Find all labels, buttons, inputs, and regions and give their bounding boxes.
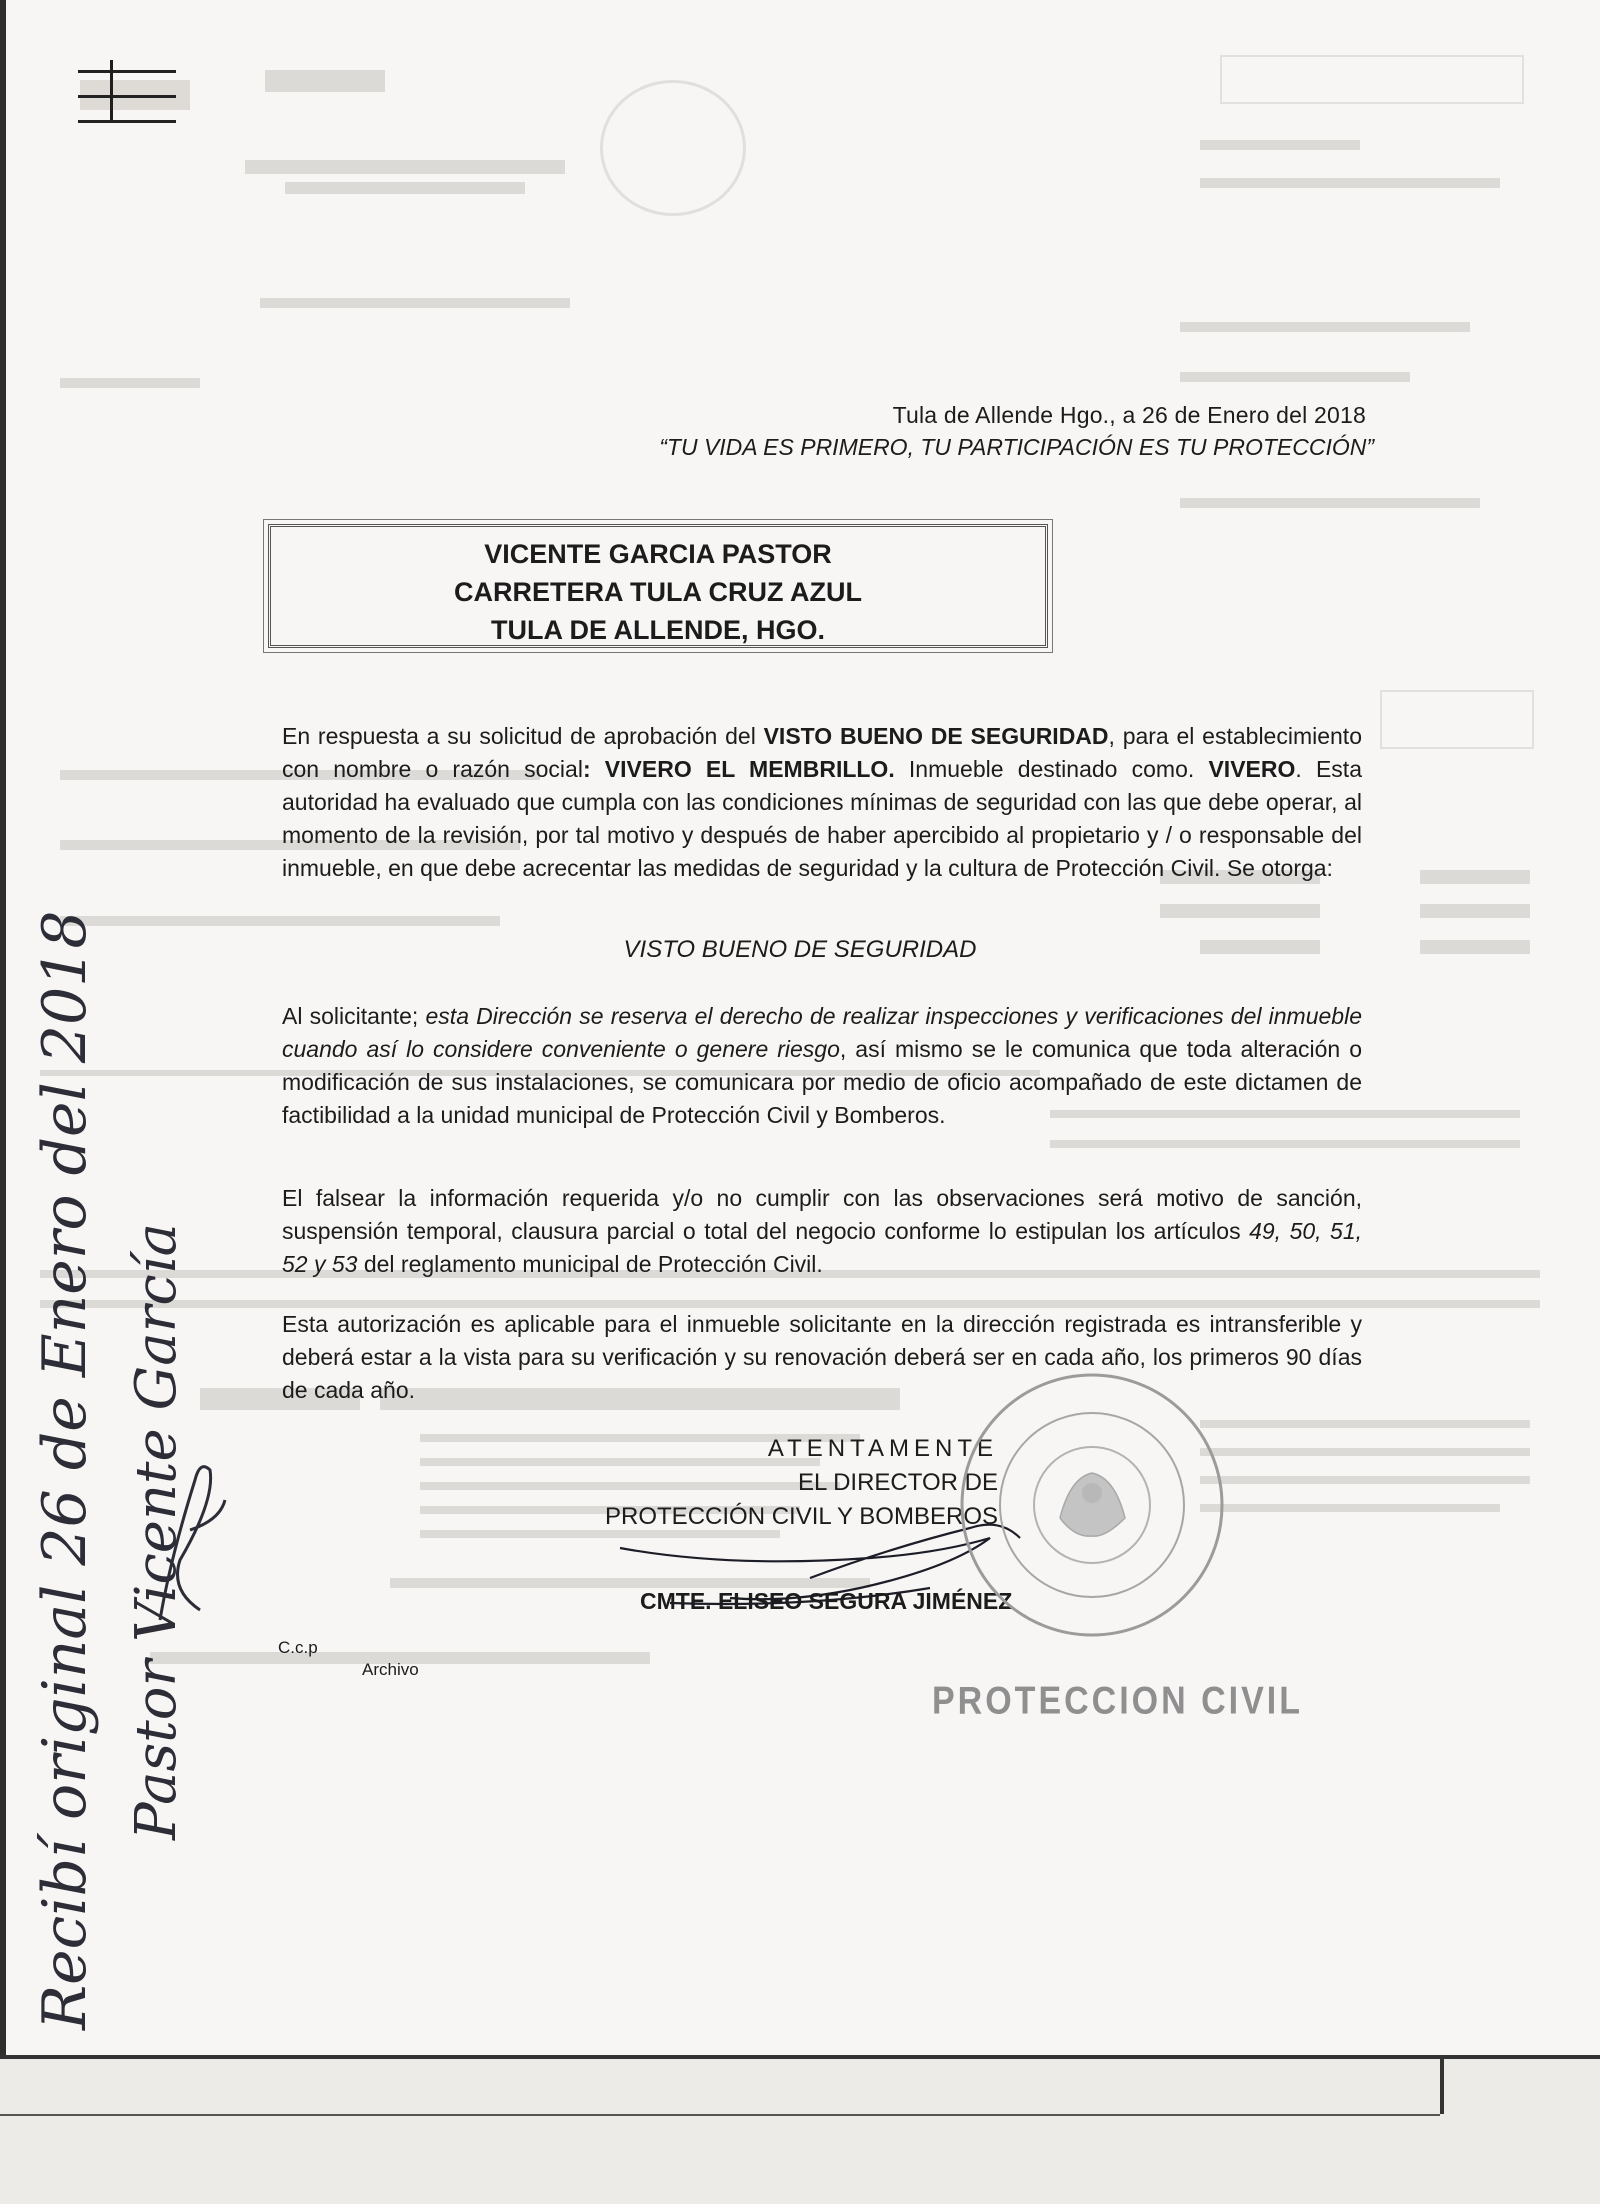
- motto: “TU VIDA ES PRIMERO, TU PARTICIPACIÓN ES TU PROTECCIÓN”: [659, 434, 1374, 460]
- corner-mark: [78, 70, 176, 145]
- ccp-archivo: Archivo: [362, 1660, 419, 1679]
- handwritten-line1: Recibí original 26 de Enero del 2018: [30, 910, 100, 2030]
- signer-role-line2: PROTECCIÓN CIVIL Y BOMBEROS: [605, 1503, 998, 1530]
- scan-bottom-band: [0, 2055, 1600, 2204]
- signer-name: CMTE. ELISEO SEGURA JIMÉNEZ: [640, 1588, 1013, 1614]
- paragraph-validity: Esta autorización es aplicable para el inmueble solicitante en la dirección registrada es intransferible y deberá estar a la vista para su verificación y su renovación deberá ser en cada año, los primeros 90 días de cada año.: [282, 1311, 1362, 1403]
- receiver-signature: [140, 1440, 240, 1640]
- recipient-street: CARRETERA TULA CRUZ AZUL: [454, 577, 862, 607]
- paragraph-inspections: Al solicitante; esta Dirección se reserva el derecho de realizar inspecciones y verificaciones del inmueble cuando así lo considere conveniente o genere riesgo, así mismo se le comunica que toda alteración o modificación de sus instalaciones, se comunicara por medio de oficio acompañado de este dictamen de factibilidad a la unidad municipal de Protección Civil y Bomberos.: [282, 1003, 1362, 1128]
- ccp-label: C.c.p: [278, 1638, 318, 1657]
- document-title: VISTO BUENO DE SEGURIDAD: [623, 936, 977, 963]
- recipient-name: VICENTE GARCIA PASTOR: [484, 539, 832, 569]
- handwritten-line2: Pastor Vicente García: [124, 1222, 189, 1840]
- paragraph-sanctions: El falsear la información requerida y/o no cumplir con las observaciones será motivo de sanción, suspensión temporal, clausura parcial o total del negocio conforme lo estipulan los artículos 49, 50, 51, 52 y 53 del reglamento municipal de Protección Civil.: [282, 1185, 1363, 1277]
- closing-text: ATENTAMENTE: [767, 1435, 998, 1462]
- paragraph-request: En respuesta a su solicitud de aprobación del VISTO BUENO DE SEGURIDAD, para el establecimiento con nombre o razón social: VIVERO EL MEMBRILLO. Inmueble destinado como. VIVERO. Esta autoridad ha evaluado que cumpla con las condiciones mínimas de seguridad con las que debe operar, al momento de la revisión, por tal motivo y después de haber apercibido al propietario y / o responsable del inmueble, en que debe acrecentar las medidas de seguridad y la cultura de Protección Civil. Se otorga:: [282, 723, 1362, 881]
- margin-mark: [110, 60, 113, 120]
- recipient-city: TULA DE ALLENDE, HGO.: [491, 615, 825, 645]
- municipal-seal: [955, 1368, 1230, 1643]
- proteccion-civil-stamp: PROTECCION CIVIL: [932, 1679, 1304, 1723]
- date-line: Tula de Allende Hgo., a 26 de Enero del 2018: [892, 402, 1366, 428]
- signer-role-line1: EL DIRECTOR DE: [797, 1469, 998, 1496]
- recipient-box: [268, 524, 1048, 648]
